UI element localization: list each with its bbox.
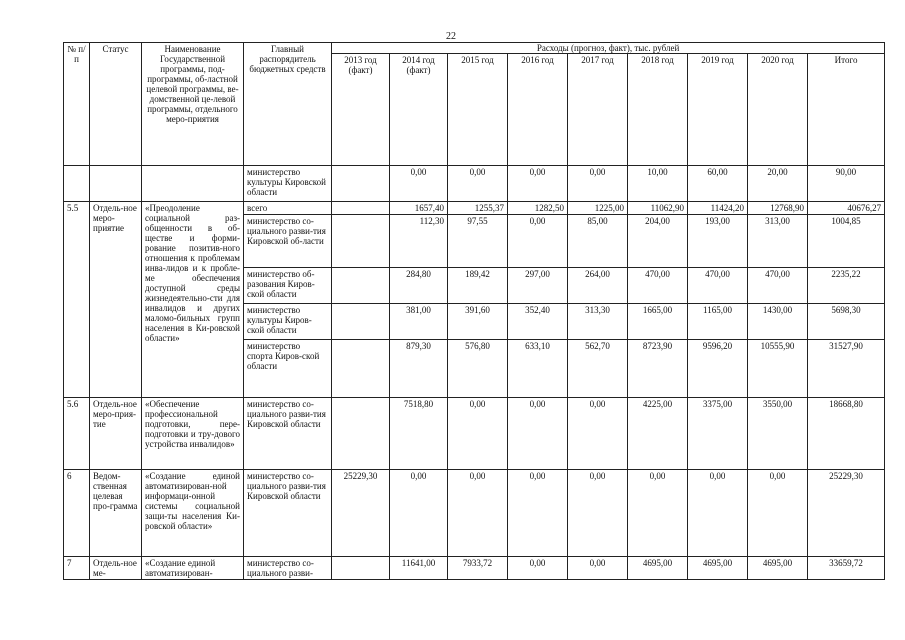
- header-no: № п/п: [64, 43, 90, 166]
- cell-value: 0,00: [390, 166, 448, 202]
- header-year: 2017 год: [568, 54, 628, 166]
- cell-value: 1665,00: [628, 304, 688, 340]
- cell-value: 470,00: [628, 268, 688, 304]
- cell-value: 193,00: [688, 215, 748, 268]
- header-year: 2018 год: [628, 54, 688, 166]
- cell-value: 1225,00: [568, 202, 628, 215]
- cell-value: 0,00: [688, 470, 748, 557]
- cell-distributor: министерство со-циального разви-тия Кировской об-ласти: [244, 215, 332, 268]
- cell-total: 18668,80: [808, 398, 885, 470]
- cell-value: [332, 398, 390, 470]
- cell-status: Отдель-ное меро-прия-тие: [90, 398, 142, 470]
- cell-total: 31527,90: [808, 340, 885, 398]
- cell-value: [332, 340, 390, 398]
- cell-value: 20,00: [748, 166, 808, 202]
- cell-name: [142, 166, 244, 202]
- cell-value: 60,00: [688, 166, 748, 202]
- cell-value: 97,55: [448, 215, 508, 268]
- cell-value: 1282,50: [508, 202, 568, 215]
- cell-value: 11424,20: [688, 202, 748, 215]
- cell-value: 0,00: [568, 166, 628, 202]
- table-row: [64, 202, 885, 215]
- cell-total: 2235,22: [808, 268, 885, 304]
- cell-value: 10555,90: [748, 340, 808, 398]
- table-row: [64, 470, 885, 557]
- cell-value: 204,00: [628, 215, 688, 268]
- cell-status: Ведом-ственная целевая про-грамма: [90, 470, 142, 557]
- cell-value: 0,00: [448, 470, 508, 557]
- cell-name: «Создание единой автоматизирован-ной информаци-онной системы социальной защи-ты населения Ки-ровской области»: [142, 470, 244, 557]
- cell-value: 0,00: [508, 470, 568, 557]
- cell-value: [332, 166, 390, 202]
- header-status: Статус: [90, 43, 142, 166]
- cell-value: 0,00: [390, 470, 448, 557]
- cell-value: 313,30: [568, 304, 628, 340]
- expenses-table: [63, 42, 885, 580]
- cell-value: 1430,00: [748, 304, 808, 340]
- header-year: 2015 год: [448, 54, 508, 166]
- cell-value: 0,00: [568, 557, 628, 580]
- cell-value: 0,00: [448, 166, 508, 202]
- cell-value: 9596,20: [688, 340, 748, 398]
- cell-distributor: министерство культуры Кировской области: [244, 166, 332, 202]
- cell-total: 1004,85: [808, 215, 885, 268]
- cell-value: 313,00: [748, 215, 808, 268]
- cell-value: 0,00: [568, 398, 628, 470]
- cell-no: 5.6: [64, 398, 90, 470]
- header-distributor: Главный распорядитель бюджетных средств: [244, 43, 332, 166]
- cell-value: 8723,90: [628, 340, 688, 398]
- cell-value: 562,70: [568, 340, 628, 398]
- cell-value: 576,80: [448, 340, 508, 398]
- cell-name: «Преодоление социальной раз-общенности в об-ществе и форми-рование позитив-ного отношения к проблемам инва-лидов и к пробле-ме обеспечения доступной среды жизнедеятельно-сти для инвалидов и других маломо-бильных групп населения в Ки-ровской области»: [142, 202, 244, 398]
- cell-value: [332, 304, 390, 340]
- cell-value: 264,00: [568, 268, 628, 304]
- cell-value: 879,30: [390, 340, 448, 398]
- cell-no: 5.5: [64, 202, 90, 398]
- cell-value: 3375,00: [688, 398, 748, 470]
- cell-value: 284,80: [390, 268, 448, 304]
- cell-value: 7933,72: [448, 557, 508, 580]
- cell-value: 7518,80: [390, 398, 448, 470]
- cell-distributor: министерство об-разования Киров-ской области: [244, 268, 332, 304]
- cell-distributor: министерство со-циального разви-: [244, 557, 332, 580]
- cell-value: 85,00: [568, 215, 628, 268]
- cell-value: 297,00: [508, 268, 568, 304]
- cell-value: 189,42: [448, 268, 508, 304]
- cell-value: 112,30: [390, 215, 448, 268]
- cell-value: [332, 268, 390, 304]
- cell-value: 0,00: [628, 470, 688, 557]
- table-row: [64, 166, 885, 202]
- header-name: Наименование Государственной программы, под-программы, об-ластной целевой программы, ве-домственной це-левой программы, отдельного меро-приятия: [142, 43, 244, 166]
- table-row: [64, 557, 885, 580]
- cell-value: 633,10: [508, 340, 568, 398]
- cell-value: 3550,00: [748, 398, 808, 470]
- cell-value: 0,00: [448, 398, 508, 470]
- cell-total: 5698,30: [808, 304, 885, 340]
- header-total: Итого: [808, 54, 885, 166]
- cell-value: 352,40: [508, 304, 568, 340]
- cell-value: 10,00: [628, 166, 688, 202]
- cell-value: [332, 202, 390, 215]
- header-year: 2016 год: [508, 54, 568, 166]
- cell-name: «Обеспечение профессиональной подготовки, пере-подготовки и тру-дового устройства инвалидов»: [142, 398, 244, 470]
- cell-distributor: министерство со-циального разви-тия Кировской области: [244, 398, 332, 470]
- cell-value: [332, 215, 390, 268]
- cell-value: 0,00: [508, 166, 568, 202]
- cell-distributor: министерство спорта Киров-ской области: [244, 340, 332, 398]
- cell-value: 4695,00: [748, 557, 808, 580]
- cell-value: 1165,00: [688, 304, 748, 340]
- cell-total: 90,00: [808, 166, 885, 202]
- cell-value: 0,00: [508, 398, 568, 470]
- header-expenses: Расходы (прогноз, факт), тыс. рублей: [332, 43, 885, 54]
- cell-no: 7: [64, 557, 90, 580]
- cell-status: Отдель-ное ме-: [90, 557, 142, 580]
- cell-value: 4225,00: [628, 398, 688, 470]
- cell-value: 470,00: [688, 268, 748, 304]
- cell-name: «Создание единой автоматизирован-: [142, 557, 244, 580]
- cell-value: 0,00: [508, 215, 568, 268]
- cell-value: 470,00: [748, 268, 808, 304]
- cell-value: [332, 557, 390, 580]
- cell-total: 40676,27: [808, 202, 885, 215]
- cell-distributor: министерство культуры Киров-ской области: [244, 304, 332, 340]
- cell-value: 25229,30: [332, 470, 390, 557]
- cell-total: 25229,30: [808, 470, 885, 557]
- cell-status: [90, 166, 142, 202]
- header-year: 2020 год: [748, 54, 808, 166]
- cell-no: 6: [64, 470, 90, 557]
- cell-total: 33659,72: [808, 557, 885, 580]
- cell-value: 0,00: [748, 470, 808, 557]
- cell-value: 4695,00: [688, 557, 748, 580]
- header-year: 2013 год (факт): [332, 54, 390, 166]
- cell-no: [64, 166, 90, 202]
- cell-status: Отдель-ное меро-приятие: [90, 202, 142, 398]
- table-row: [64, 398, 885, 470]
- cell-value: 4695,00: [628, 557, 688, 580]
- cell-value: 381,00: [390, 304, 448, 340]
- page-number: 22: [446, 31, 456, 42]
- cell-distributor: министерство со-циального разви-тия Кировской области: [244, 470, 332, 557]
- cell-value: 1255,37: [448, 202, 508, 215]
- cell-value: 0,00: [508, 557, 568, 580]
- cell-value: 391,60: [448, 304, 508, 340]
- cell-value: 1657,40: [390, 202, 448, 215]
- cell-value: 12768,90: [748, 202, 808, 215]
- header-year: 2019 год: [688, 54, 748, 166]
- cell-value: 11062,90: [628, 202, 688, 215]
- cell-value: 11641,00: [390, 557, 448, 580]
- cell-distributor: всего: [244, 202, 332, 215]
- header-year: 2014 год (факт): [390, 54, 448, 166]
- cell-value: 0,00: [568, 470, 628, 557]
